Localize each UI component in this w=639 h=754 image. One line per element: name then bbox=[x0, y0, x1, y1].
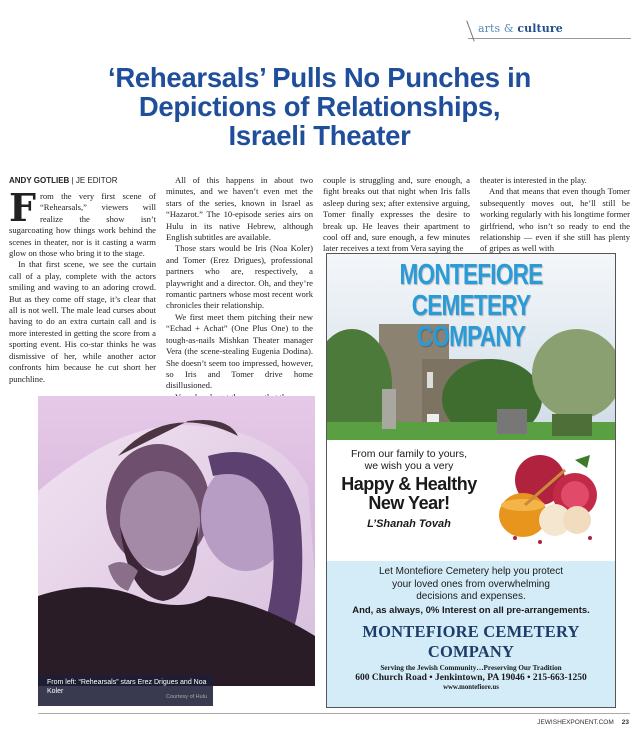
company-url[interactable]: www.montefiore.us bbox=[443, 683, 499, 691]
drop-cap: F bbox=[9, 185, 36, 230]
paragraph: From the very first scene of “Rehearsals,” viewers will realize the show isn’t sugarcoating how things work behind the scenes in theater, nor is it casting a warm glow on those who bring it to the stage. bbox=[9, 185, 156, 259]
byline bbox=[9, 176, 117, 185]
section-name: culture bbox=[517, 22, 563, 35]
company-name: MONTEFIORE CEMETERY COMPANY bbox=[362, 621, 580, 661]
section-tag bbox=[468, 22, 631, 39]
paragraph: And that means that even though Tomer subsequently moves out, he’ll still be working regularly with his longtime former girlfriend, who isn’t so ready to end the relationship — even if she still has plenty of gripes as well with bbox=[480, 186, 630, 254]
caption-text: From left: “Rehearsals” stars Erez Drigues and Noa Koler bbox=[47, 679, 207, 695]
byline-author: ANDY GOTLIEB bbox=[9, 176, 70, 185]
footer-divider bbox=[38, 713, 630, 714]
article-column-3 bbox=[323, 175, 470, 255]
couple-photo-illustration bbox=[38, 396, 315, 686]
greeting-italic: L’Shanah Tovah bbox=[367, 518, 451, 530]
paragraph: couple is struggling and, sure enough, a fight breaks out that night when Iris falls asleep during sex; after extensive arguing, Tomer finally expresses the desire to break up. He leaves their apartment to cool off and, sure enough, a few minutes later receives a text from Vera saying the bbox=[323, 175, 470, 254]
article-photo bbox=[38, 396, 315, 686]
paragraph: We first meet them pitching their new “Echad + Achat” (One Plus One) to the tough-as-nails Mishkan Theater manager Vera (the scene-stealing Eugenia Dodina). She doesn’t seem too impressed, however, so Iris and Tomer drive home disillusioned. bbox=[166, 311, 313, 391]
company-tagline: Serving the Jewish Community…Preserving Our Tradition bbox=[380, 663, 562, 672]
info-text: Let Montefiore Cemetery help you protect your loved ones from overwhelming decisions and expenses. bbox=[379, 566, 563, 602]
paragraph: All of this happens in about two minutes, and we haven’t even met the stars of the series, known in Israel as “Hazarot.” The 10-episode series airs on Hulu in its native Hebrew, although English subtitles are available. bbox=[166, 175, 313, 243]
photo-credit: Courtesy of Hulu bbox=[166, 694, 207, 700]
advertisement[interactable] bbox=[326, 253, 616, 708]
ad-title: MONTEFIORE CEMETERY COMPANY bbox=[399, 259, 543, 353]
greeting-headline: Happy & Healthy New Year! bbox=[341, 474, 477, 513]
greeting-line: From our family to yours, we wish you a very bbox=[350, 448, 468, 472]
ad-greeting bbox=[327, 440, 615, 561]
paragraph: Those stars would be Iris (Noa Koler) and Tomer (Erez Drigues), professional partners who are, respectively, a playwright and a director. Oh, and they’re romantic partners whose most recent work chronicles their relationship. bbox=[166, 243, 313, 311]
pomegranate-honey-apple-icon bbox=[495, 450, 605, 550]
footer-site: JEWISHEXPONENT.COM bbox=[537, 719, 614, 726]
page-footer bbox=[537, 719, 629, 726]
ad-cemetery-photo bbox=[327, 254, 615, 440]
headline-line: ‘Rehearsals’ Pulls No Punches in bbox=[108, 62, 531, 93]
photo-caption bbox=[38, 675, 213, 706]
headline-line: Depictions of Relationships, bbox=[138, 91, 501, 122]
section-prefix: arts & bbox=[478, 22, 518, 35]
article-column-2 bbox=[166, 175, 313, 403]
headline-line: Israeli Theater bbox=[228, 120, 411, 151]
article-column-4 bbox=[480, 175, 630, 255]
article-column-1 bbox=[9, 185, 156, 385]
info-offer: And, as always, 0% Interest on all pre-arrangements. bbox=[352, 604, 590, 616]
company-address: 600 Church Road • Jenkintown, PA 19046 • 215-663-1250 bbox=[355, 672, 587, 683]
ad-info bbox=[327, 561, 615, 707]
byline-role: | JE EDITOR bbox=[71, 176, 118, 185]
paragraph: In that first scene, we see the curtain call of a play, complete with the actors smiling and waving to an adoring crowd. But as they come off stage, it’s clear that all is not well. The male lead curses about having to do an extra curtain call and is more interested in getting the score from a sporting event. His co-star thinks he was dismissive of her, while another actor confronts him because he cut short her punchline. bbox=[9, 259, 156, 384]
paragraph: theater is interested in the play. bbox=[480, 175, 587, 185]
page-number: 23 bbox=[621, 719, 629, 726]
section-slash bbox=[466, 20, 474, 41]
headline bbox=[40, 63, 599, 150]
